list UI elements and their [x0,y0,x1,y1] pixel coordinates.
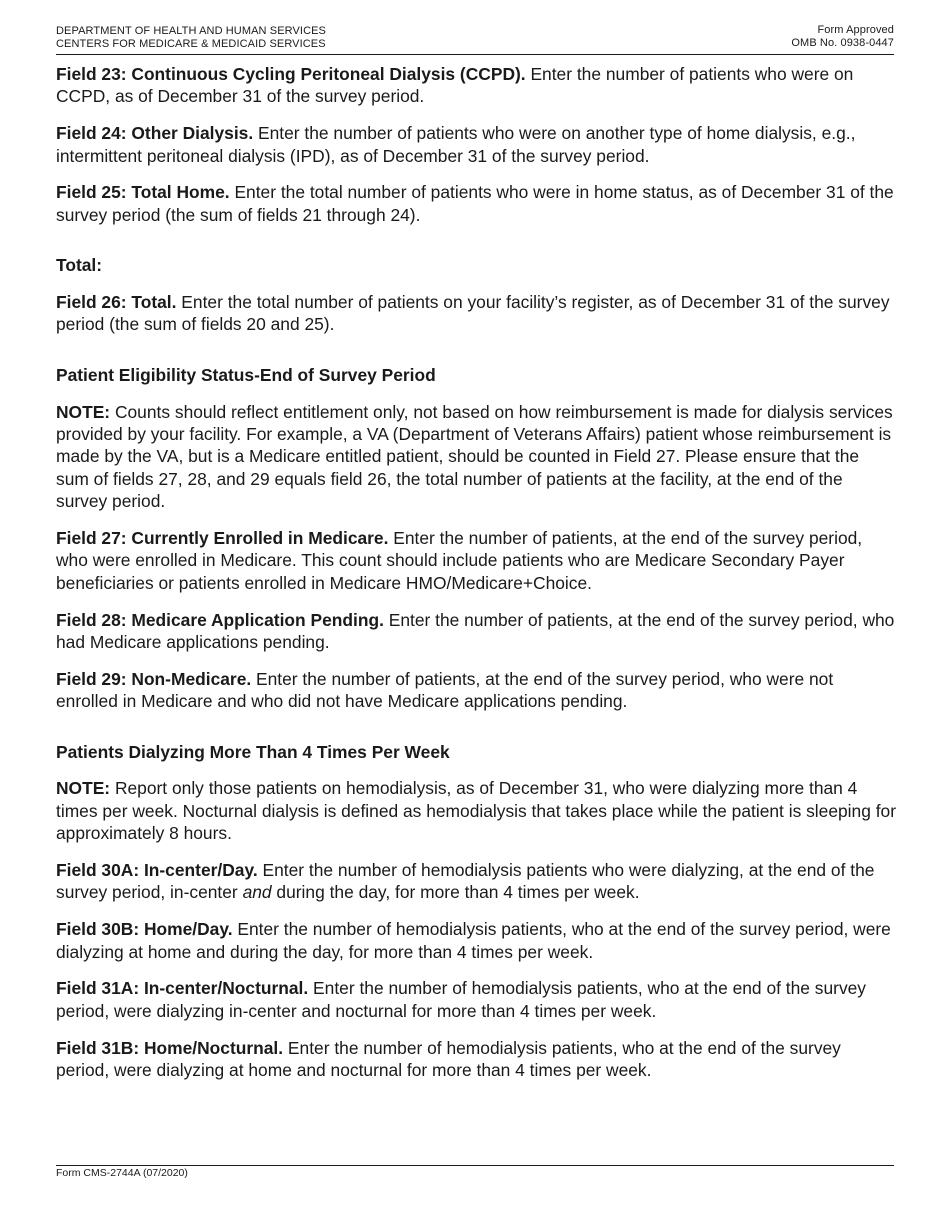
field-27-text: Enter the number of patients, at the end of the survey period, who were enrolled in Medicare. This count should include patients who are Medicare Secondary Payer beneficiaries or patients enrolled in Medicare HMO/Medicare+Choice. [56,528,863,593]
field-23-label: Field 23: Continuous Cycling Peritoneal Dialysis (CCPD). [56,64,526,84]
field-23-text: Enter the number of patients who were on CCPD, as of December 31 of the survey period. [56,64,854,107]
field-30a-emphasis: and [242,882,272,903]
approval-block [791,24,894,50]
field-23-instruction [56,63,896,108]
field-28-instruction [56,609,896,654]
field-30b-instruction [56,918,896,963]
field-25-instruction [56,181,896,226]
eligibility-note [56,401,896,513]
field-31b-text: Enter the number of hemodialysis patients, who at the end of the survey period, were dialyzing at home and nocturnal for more than 4 times per week. [56,1037,841,1081]
field-24-instruction [56,122,896,167]
eligibility-note-label: NOTE: [56,401,111,422]
field-24-label: Field 24: Other Dialysis. [56,123,254,144]
field-24-text: Enter the number of patients who were on another type of home dialysis, e.g., intermittent peritoneal dialysis (IPD), as of December 31 of the survey period. [56,123,856,166]
field-29-instruction [56,668,896,713]
field-29-text: Enter the number of patients, at the end of the survey period, who were not enrolled in Medicare and who did not have Medicare applications pending. [56,668,834,712]
instructions-body [56,63,896,1096]
field-26-text: Enter the total number of patients on your facility’s register, as of December 31 of the survey period (the sum of fields 20 and 25). [56,292,890,335]
page-header [56,24,894,55]
eligibility-note-text: Counts should reflect entitlement only, not based on how reimbursement is made for dialysis services provided by your facility. For example, a VA (Department of Veterans Affairs) patient whose reimbursement is made by the VA, but is a Medicare entitled patient, should be counted in Field 27. Please ensure that the sum of fields 27, 28, and 29 equals field 26, the total number of patients at the facility, at the end of the survey period. [56,401,893,512]
field-26-instruction [56,291,896,336]
dialyzing-note [56,777,896,844]
dialyzing-heading: Patients Dialyzing More Than 4 Times Per Week [56,741,450,762]
page-footer [56,1165,894,1180]
field-30b-text: Enter the number of hemodialysis patients, who at the end of the survey period, were dialyzing at home and during the day, for more than 4 times per week. [56,919,891,962]
field-31a-instruction [56,977,896,1022]
field-30a-instruction [56,859,896,904]
total-heading: Total: [56,255,103,276]
dialyzing-note-label: NOTE: [56,778,111,799]
field-27-label: Field 27: Currently Enrolled in Medicare. [56,528,389,549]
field-30a-text-after: during the day, for more than 4 times per week. [271,882,640,903]
field-25-label: Field 25: Total Home. [56,182,230,203]
field-30b-label: Field 30B: Home/Day. [56,919,233,940]
field-30a-label: Field 30A: In-center/Day. [56,860,258,881]
centers-name: CENTERS FOR MEDICARE & MEDICAID SERVICES [56,38,326,50]
field-27-instruction [56,527,896,594]
eligibility-heading: Patient Eligibility Status-End of Survey Period [56,364,436,385]
field-31a-label: Field 31A: In-center/Nocturnal. [56,978,309,999]
field-31b-instruction [56,1037,896,1082]
field-31b-label: Field 31B: Home/Nocturnal. [56,1037,284,1058]
field-31a-text: Enter the number of hemodialysis patients, who at the end of the survey period, were dialyzing in-center and nocturnal for more than 4 times per week. [56,978,867,1021]
field-28-label: Field 28: Medicare Application Pending. [56,609,384,630]
field-26-label: Field 26: Total. [56,292,177,313]
omb-number: OMB No. 0938-0447 [791,37,894,49]
dialyzing-note-text: Report only those patients on hemodialysis, as of December 31, who were dialyzing more than 4 times per week. Nocturnal dialysis is defined as hemodialysis that takes place while the patient is sleeping for approximately 8 hours. [56,778,897,844]
agency-block [56,25,326,51]
field-30a-text-before: Enter the number of hemodialysis patients who were dialyzing, at the end of the survey period, in-center [56,860,875,903]
form-approved: Form Approved [817,24,894,36]
department-name: DEPARTMENT OF HEALTH AND HUMAN SERVICES [56,25,326,37]
field-29-label: Field 29: Non-Medicare. [56,668,252,689]
form-number: Form CMS-2744A (07/2020) [56,1167,188,1179]
field-25-text: Enter the total number of patients who were in home status, as of December 31 of the survey period (the sum of fields 21 through 24). [56,182,894,225]
field-28-text: Enter the number of patients, at the end of the survey period, who had Medicare applications pending. [56,609,895,653]
